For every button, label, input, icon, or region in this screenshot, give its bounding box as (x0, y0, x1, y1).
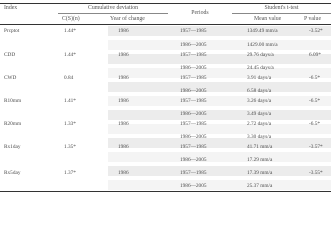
cell-c-sigma-n: 1.33* (64, 121, 76, 127)
col-header-p-value: P value (304, 16, 322, 22)
cell-mean-value: 6.58 days/a (247, 88, 272, 94)
cell-period: 1957—1985 (180, 144, 207, 150)
cell-mean-value: 25.37 mm/a (247, 183, 273, 189)
col-header-index: Index (4, 5, 18, 11)
cell-c-sigma-n: 0.84 (64, 75, 74, 81)
cell-period: 1986—2005 (180, 111, 207, 117)
col-header-mean-value: Mean value (254, 16, 282, 22)
cell-year-of-change: 1986 (118, 144, 129, 150)
row-band (108, 166, 331, 176)
col-header-cumulative-deviation: Cumulative deviation (87, 5, 139, 11)
cell-mean-value: 3.91 days/a (247, 75, 272, 81)
cell-mean-value: 3.49 days/a (247, 111, 272, 117)
cell-c-sigma-n: 1.37* (64, 170, 76, 176)
cell-p-value: -3.55* (309, 170, 323, 176)
cell-period: 1957—1985 (180, 75, 207, 81)
cell-index: Rx1day (4, 144, 21, 150)
col-header-year-of-change: Year of change (110, 16, 145, 22)
cell-period: 1986—2005 (180, 65, 207, 71)
col-header-c-sigma-n: C(S)(n) (62, 16, 80, 22)
cell-index: R10mm (4, 98, 22, 104)
cell-year-of-change: 1986 (118, 170, 129, 176)
cell-year-of-change: 1986 (118, 98, 129, 104)
cell-year-of-change: 1986 (118, 28, 129, 34)
cell-mean-value: 17.29 mm/a (247, 157, 273, 163)
cell-c-sigma-n: 1.41* (64, 98, 76, 104)
row-band (108, 180, 331, 190)
row-band (108, 138, 331, 148)
row-band (108, 68, 331, 78)
row-band (108, 26, 331, 36)
cell-period: 1986—2005 (180, 42, 207, 48)
cell-p-value: -6.5* (309, 98, 321, 104)
cell-index: CWD (4, 75, 17, 81)
cell-p-value: -3.52* (309, 28, 323, 34)
cell-mean-value: 3.26 days/a (247, 98, 272, 104)
row-band (108, 152, 331, 162)
cell-index: R20mm (4, 121, 22, 127)
row-band (108, 54, 331, 64)
cell-mean-value: 2.72 days/a (247, 121, 272, 127)
cell-mean-value: 3.30 days/a (247, 134, 272, 140)
cell-period: 1957—1985 (180, 28, 207, 34)
cell-period: 1986—2005 (180, 183, 207, 189)
row-band (108, 110, 331, 120)
header-rule (0, 24, 331, 25)
cell-mean-value: 24.45 days/a (247, 65, 274, 71)
cell-mean-value: 1349.49 mm/a (247, 28, 278, 34)
cell-index: CDD (4, 52, 16, 58)
cell-mean-value: 17.39 mm/a (247, 170, 273, 176)
cell-year-of-change: 1986 (118, 52, 129, 58)
group-rule (232, 13, 331, 14)
bottom-rule (0, 191, 331, 192)
cell-index: Rx5day (4, 170, 21, 176)
cell-mean-value: 1429.00 mm/a (247, 42, 278, 48)
cell-year-of-change: 1986 (118, 75, 129, 81)
cell-period: 1957—1985 (180, 52, 207, 58)
top-rule (0, 3, 331, 4)
cell-p-value: -6.5* (309, 121, 321, 127)
cell-period: 1986—2005 (180, 134, 207, 140)
row-band (108, 124, 331, 134)
cell-period: 1986—2005 (180, 157, 207, 163)
cell-mean-value: 29.76 days/a (247, 52, 274, 58)
group-rule (58, 13, 168, 14)
cell-index: Prcptot (4, 28, 20, 34)
row-band (108, 96, 331, 106)
row-band (108, 82, 331, 92)
cell-period: 1957—1985 (180, 121, 207, 127)
cell-mean-value: 41.71 mm/a (247, 144, 273, 150)
cell-p-value: 6.09* (309, 52, 321, 58)
row-band (108, 40, 331, 50)
cell-c-sigma-n: 1.44* (64, 52, 76, 58)
cell-c-sigma-n: 1.44* (64, 28, 76, 34)
cell-period: 1957—1985 (180, 170, 207, 176)
cell-c-sigma-n: 1.35* (64, 144, 76, 150)
col-header-periods: Periods (191, 10, 209, 16)
cell-period: 1986—2005 (180, 88, 207, 94)
col-header-students-t-test: Student's t-test (264, 5, 299, 11)
cell-year-of-change: 1986 (118, 121, 129, 127)
cell-period: 1957—1985 (180, 98, 207, 104)
cell-p-value: -3.57* (309, 144, 323, 150)
cell-p-value: -6.5* (309, 75, 321, 81)
